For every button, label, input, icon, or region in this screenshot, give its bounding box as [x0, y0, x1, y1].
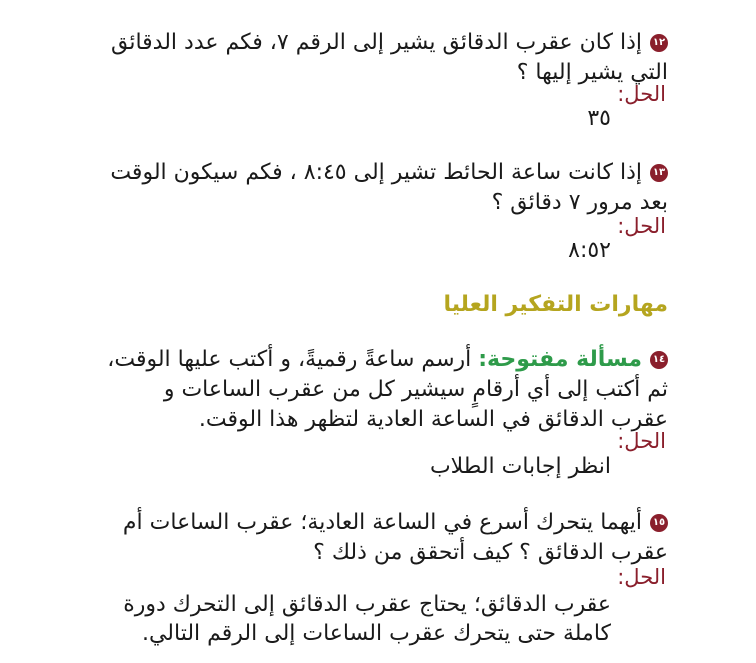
question-15-line-2: عقرب الدقائق ؟ كيف أتحقق من ذلك ؟ — [313, 540, 668, 565]
question-12-answer: ٣٥ — [587, 106, 611, 131]
question-14-answer: انظر إجابات الطلاب — [429, 454, 611, 479]
question-13-line-1: ١٣إذا كانت ساعة الحائط تشير إلى ٨:٤٥ ، فكم سيكون الوقت — [68, 158, 668, 188]
question-15-answer-line-1: عقرب الدقائق؛ يحتاج عقرب الدقائق إلى التحرك دورة — [123, 592, 611, 617]
answer-label: الحل: — [617, 565, 666, 589]
question-14-line-3: عقرب الدقائق في الساعة العادية لتظهر هذا الوقت. — [198, 407, 668, 432]
question-number-badge: ١٥ — [650, 514, 668, 532]
question-number-badge: ١٤ — [650, 351, 668, 369]
question-15-answer-line-2: كاملة حتى يتحرك عقرب الساعات إلى الرقم التالي. — [141, 621, 611, 646]
question-13-line-2: بعد مرور ٧ دقائق ؟ — [491, 190, 668, 215]
question-14-line-2: ثم أكتب إلى أي أرقامٍ سيشير كل من عقرب الساعات و — [163, 377, 668, 402]
answer-label: الحل: — [617, 82, 666, 106]
question-12 — [68, 28, 668, 88]
question-number-badge: ١٢ — [650, 34, 668, 52]
question-12-line-2: التي يشير إليها ؟ — [516, 60, 668, 85]
section-title: مهارات التفكير العليا — [443, 292, 668, 317]
answer-label: الحل: — [617, 214, 666, 238]
question-13 — [68, 158, 668, 218]
question-15-line-1: ١٥أيهما يتحرك أسرع في الساعة العادية؛ عقرب الساعات أم — [68, 508, 668, 538]
question-14-line-1: ١٤مسألة مفتوحة: أرسم ساعةً رقميةً، و أكتب عليها الوقت، — [68, 345, 668, 375]
question-number-badge: ١٣ — [650, 164, 668, 182]
open-problem-label: مسألة مفتوحة: — [478, 347, 642, 372]
answer-label: الحل: — [617, 429, 666, 453]
question-12-line-1: ١٢إذا كان عقرب الدقائق يشير إلى الرقم ٧، فكم عدد الدقائق — [68, 28, 668, 58]
question-15 — [68, 508, 668, 568]
question-14 — [68, 345, 668, 435]
question-13-answer: ٨:٥٢ — [568, 238, 611, 263]
